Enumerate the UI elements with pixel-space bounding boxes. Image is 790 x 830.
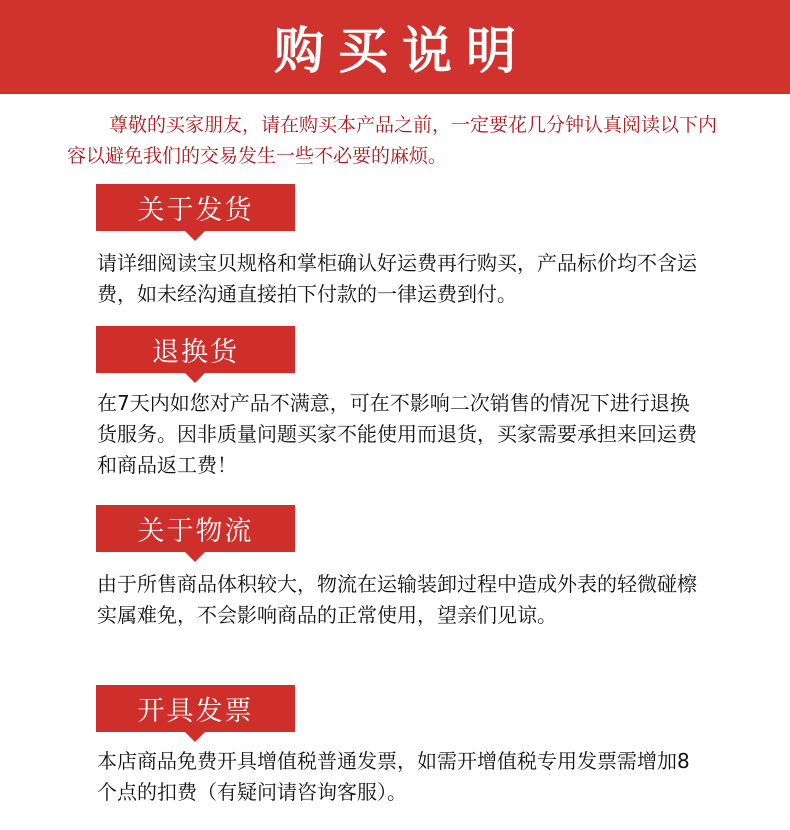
section-title: 关于物流 (96, 505, 295, 552)
tag-pointer (185, 732, 205, 742)
section-body: 本店商品免费开具增值税普通发票，如需开增值税专用发票需增加8个点的扣费（有疑问请咨询客服）。 (97, 749, 690, 804)
tag-pointer (185, 231, 205, 241)
section-body: 在7天内如您对产品不满意，可在不影响二次销售的情况下进行退换货服务。因非质量问题买家不能使用而退货，买家需要承担来回运费和商品返工费！ (97, 391, 697, 477)
section-body: 请详细阅读宝贝规格和掌柜确认好运费再行购买，产品标价均不含运费，如未经沟通直接拍下付款的一律运费到付。 (97, 251, 697, 306)
page-title: 购买说明 (274, 22, 530, 80)
tag-pointer (185, 373, 205, 383)
tag-pointer (185, 552, 205, 562)
section-title: 退换货 (96, 326, 295, 373)
section-title: 关于发货 (96, 184, 295, 231)
section-title: 开具发票 (96, 685, 295, 732)
header-banner (0, 0, 790, 94)
section-body: 由于所售商品体积较大，物流在运输装卸过程中造成外表的轻微碰檫实属难免，不会影响商品的正常使用，望亲们见谅。 (97, 572, 697, 627)
intro-notice: 尊敬的买家朋友，请在购买本产品之前，一定要花几分钟认真阅读以下内容以避免我们的交易发生一些不必要的麻烦。 (67, 114, 718, 167)
